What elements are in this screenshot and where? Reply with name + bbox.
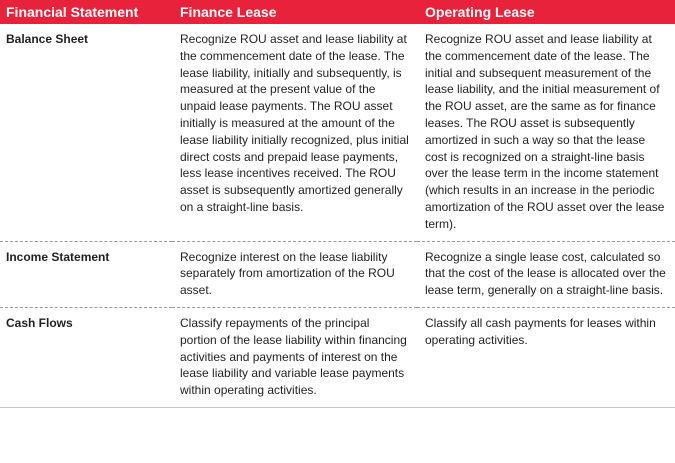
header-finance-lease: Finance Lease [172,0,417,24]
header-operating-lease: Operating Lease [417,0,675,24]
header-row [0,0,675,24]
table-body [0,24,675,407]
row-label-income-statement: Income Statement [0,241,172,307]
row-label-balance-sheet: Balance Sheet [6,32,89,46]
table-row-income-statement [0,241,675,307]
finance-lease-income-statement: Recognize interest on the lease liability separately from amortization of the ROU asset. [172,241,417,307]
table-header [0,0,675,24]
finance-lease-balance-sheet: Recognize ROU asset and lease liability at the commencement date of the lease. The lease liability, initially and subsequently, is measured at the present value of the unpaid lease payments. The ROU asset initially is measured at the amount of the lease liability initially recognized, plus initial direct costs and prepaid lease payments, less lease incentives received. The ROU asset is subsequently amortized generally on a straight-line basis. [180,32,409,214]
operating-lease-income-statement: Recognize a single lease cost, calculated so that the cost of the lease is allocated over the lease term, generally on a straight-line basis. [417,241,675,307]
table-row-balance-sheet [0,24,675,241]
operating-lease-cash-flows: Classify all cash payments for leases within operating activities. [417,307,675,407]
header-financial-statement: Financial Statement [0,0,172,24]
finance-lease-cash-flows: Classify repayments of the principal portion of the lease liability within financing activities and payments of interest on the lease liability and variable lease payments within operating activities. [172,307,417,407]
table-row-cash-flows [0,307,675,407]
operating-lease-balance-sheet: Recognize ROU asset and lease liability at the commencement date of the lease. The initial and subsequent measurement of the lease liability, and the initial measurement of the ROU asset, are the same as for finance leases. The ROU asset is subsequently amortized in such a way so that the lease cost is recognized on a straight-line basis over the lease term in the income statement (which results in an increase in the periodic amortization of the ROU asset over the lease term). [425,32,665,231]
row-label-cash-flows: Cash Flows [0,307,172,407]
